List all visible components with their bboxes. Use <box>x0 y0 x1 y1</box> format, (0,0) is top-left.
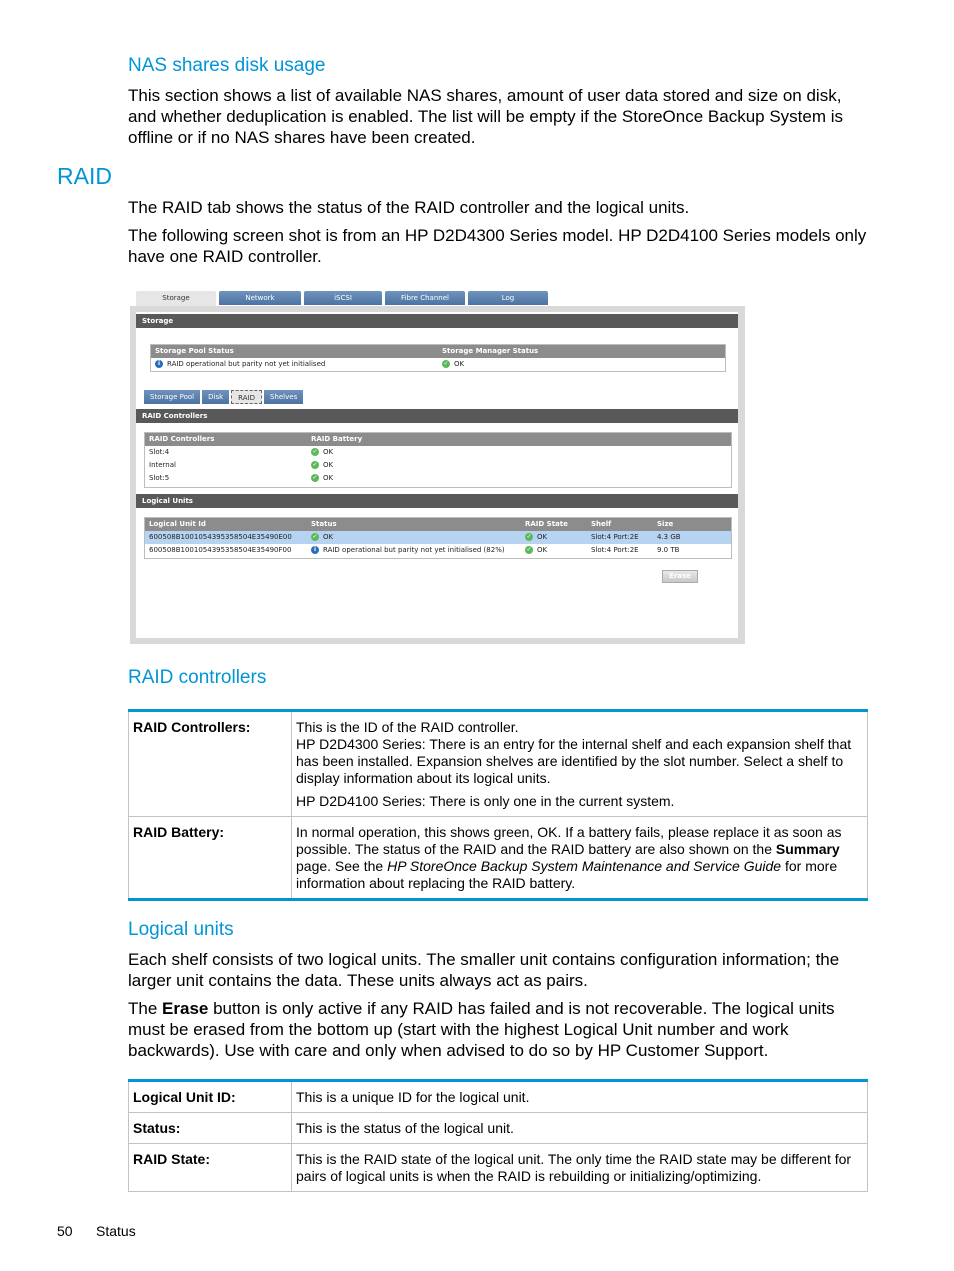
raid-screenshot <box>130 289 745 644</box>
controllers-col-header: RAID Controllers <box>149 435 215 443</box>
definition-cell: This is the status of the logical unit. <box>292 1113 868 1144</box>
lu-shelf-header: Shelf <box>591 520 612 528</box>
lu-state: ✓ OK <box>526 546 548 554</box>
logical-units-bar: Logical Units <box>136 494 738 508</box>
table-row <box>129 1113 868 1144</box>
ok-check-icon: ✓ <box>443 360 449 367</box>
raid-intro-text: The RAID tab shows the status of the RAID controller and the logical units. <box>128 198 690 217</box>
controller-battery: ✓ OK <box>312 474 334 482</box>
lu-size: 9.0 TB <box>657 546 680 554</box>
controllers-grid <box>144 432 732 488</box>
logical-units-grid <box>144 517 732 559</box>
controller-row[interactable] <box>145 459 731 472</box>
raid-controllers-bar: RAID Controllers <box>136 409 738 423</box>
lu-id: 600508B1001054395358504E35490E00 <box>149 533 292 541</box>
controller-name: Slot:4 <box>149 448 170 456</box>
lu-status-header: Status <box>311 520 337 528</box>
ok-check-icon: ✓ <box>312 461 318 468</box>
controller-battery: ✓ OK <box>312 448 334 456</box>
manager-status-value: ✓ OK <box>443 360 465 368</box>
controller-row[interactable] <box>145 446 731 459</box>
storage-panel <box>136 312 738 638</box>
lu-size: 4.3 GB <box>657 533 681 541</box>
controller-battery: ✓ OK <box>312 461 334 469</box>
ok-check-icon: ✓ <box>312 474 318 481</box>
nas-shares-text: This section shows a list of available NAS shares, amount of user data stored and size on disk, and whether deduplication is enabled. The list will be empty if the StoreOnce Backup System is offline or if no NAS shares have been created. <box>128 86 844 147</box>
definition-line: This is the ID of the RAID controller. <box>296 719 519 735</box>
info-icon: i <box>311 546 319 554</box>
logical-units-heading: Logical units <box>128 919 234 940</box>
term-cell: Logical Unit ID: <box>129 1081 292 1113</box>
table-row <box>129 1144 868 1192</box>
lu-status: i RAID operational but parity not yet initialised (82%) <box>307 544 521 557</box>
tab-storage[interactable]: Storage <box>136 291 216 307</box>
main-tabs <box>136 291 551 307</box>
logical-units-text: Each shelf consists of two logical units. The smaller unit contains configuration information; the larger unit contains the data. These units always act as pairs. <box>128 950 840 990</box>
controller-row[interactable] <box>145 472 731 485</box>
subtab-disk[interactable]: Disk <box>202 390 229 404</box>
pool-status-grid <box>150 344 726 372</box>
lu-status: ✓ OK <box>312 533 334 541</box>
ok-check-icon: ✓ <box>312 448 318 455</box>
tab-iscsi[interactable]: iSCSI <box>304 291 382 305</box>
manager-status-header: Storage Manager Status <box>442 347 539 355</box>
logical-units-table <box>128 1079 868 1192</box>
ok-check-icon: ✓ <box>526 546 532 553</box>
tab-log[interactable]: Log <box>468 291 548 305</box>
storage-frame <box>130 306 745 644</box>
raid-controllers-table <box>128 709 868 901</box>
definition-line: HP D2D4300 Series: There is an entry for the internal shelf and each expansion shelf that has been installed. Expansion shelves are identified by the slot number. Select a shelf to display information about its logical units. <box>296 736 852 786</box>
pool-status-value: i RAID operational but parity not yet initialised <box>151 358 438 371</box>
storage-subtabs <box>144 390 305 404</box>
info-icon: i <box>155 360 163 368</box>
page-number: 50 <box>57 1223 73 1239</box>
raid-controllers-heading: RAID controllers <box>128 667 267 688</box>
raid-model-text: The following screen shot is from an HP D2D4300 Series model. HP D2D4100 Series models only have one RAID controller. <box>128 226 867 266</box>
lu-id-header: Logical Unit Id <box>149 520 206 528</box>
subtab-storage-pool[interactable]: Storage Pool <box>144 390 200 404</box>
table-row <box>129 817 868 900</box>
table-row <box>129 1081 868 1113</box>
storage-bar: Storage <box>136 314 738 328</box>
battery-col-header: RAID Battery <box>311 435 363 443</box>
logical-unit-row[interactable] <box>145 544 731 557</box>
subtab-shelves[interactable]: Shelves <box>264 390 303 404</box>
subtab-raid[interactable]: RAID <box>231 390 262 404</box>
definition-cell: This is the RAID state of the logical unit. The only time the RAID state may be different for pairs of logical units is when the RAID is rebuilding or initializing/optimizing. <box>292 1144 868 1192</box>
footer-section: Status <box>96 1223 136 1239</box>
controller-name: Internal <box>149 461 176 469</box>
ok-check-icon: ✓ <box>312 533 318 540</box>
lu-state: ✓ OK <box>526 533 548 541</box>
nas-shares-heading: NAS shares disk usage <box>128 55 326 76</box>
lu-shelf: Slot:4 Port:2E <box>591 533 639 541</box>
lu-state-header: RAID State <box>525 520 568 528</box>
definition-cell: This is a unique ID for the logical unit. <box>292 1081 868 1113</box>
logical-unit-row[interactable] <box>145 531 731 544</box>
erase-text: The Erase button is only active if any RAID has failed and is not recoverable. The logical units must be erased from the bottom up (start with the highest Logical Unit number and work backwards). Use with care and only when advised to do so by HP Customer Support. <box>128 999 835 1060</box>
controller-name: Slot:5 <box>149 474 170 482</box>
lu-id: 600508B1001054395358504E35490F00 <box>149 546 292 554</box>
term-cell: RAID State: <box>129 1144 292 1192</box>
table-row <box>129 711 868 817</box>
tab-fibre-channel[interactable]: Fibre Channel <box>385 291 465 305</box>
ok-check-icon: ✓ <box>526 533 532 540</box>
definition-cell: In normal operation, this shows green, OK. If a battery fails, please replace it as soon as possible. The status of the RAID and the RAID battery are also shown on the Summary page. See the HP StoreOnce Backup System Maintenance and Service Guide for more information about replacing the RAID battery. <box>292 817 868 900</box>
raid-heading: RAID <box>57 163 112 189</box>
definition-line: HP D2D4100 Series: There is only one in the current system. <box>296 793 675 809</box>
erase-button[interactable]: Erase <box>662 570 698 583</box>
term-cell: RAID Battery: <box>129 817 292 900</box>
pool-status-header: Storage Pool Status <box>155 347 234 355</box>
lu-shelf: Slot:4 Port:2E <box>591 546 639 554</box>
definition-cell <box>292 711 868 817</box>
lu-size-header: Size <box>657 520 674 528</box>
term-cell: Status: <box>129 1113 292 1144</box>
tab-network[interactable]: Network <box>219 291 301 305</box>
term-cell: RAID Controllers: <box>129 711 292 817</box>
